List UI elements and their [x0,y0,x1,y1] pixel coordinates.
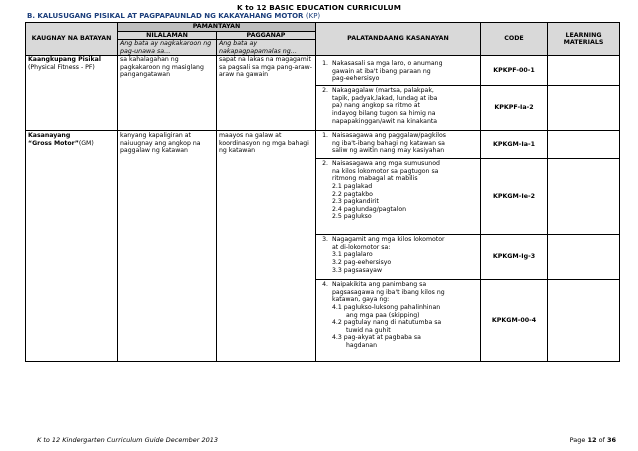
competency-cell [316,280,481,362]
competency-line: 2.5 paglukso [332,213,372,221]
section-title [27,12,320,20]
competency-line: Naipakikita ang panimbang sa [332,281,427,289]
competency-line: 3.2 pag-eehersisyo [332,258,392,266]
page-num: 12 [587,436,597,444]
nilalaman-cell: kanyang kapaligiran at naiuugnay ang angkop na paggalaw ng katawan [118,131,217,362]
competency-text [332,236,478,274]
competency-cell [316,86,481,131]
pagganap-cell: sapat na lakas na magagamit sa pagsali sa mga pang-araw-araw na gawain [217,56,316,131]
competency-line: indayog bilang tugon sa himig na [332,109,436,117]
competency-line: 2.2 pagtakbo [332,190,373,198]
page-of: of [598,436,605,444]
competency-line: pa) nang angkop sa ritmo at [332,102,420,110]
competency-item [318,235,478,275]
learning-materials-cell [548,159,620,235]
competency-line: 2.4 paglundag/pagtalon [332,205,407,213]
header-nilalaman: NILALAMAN [118,31,217,40]
competency-text [332,281,478,349]
code-cell: KPKGM-Ie-2 [481,159,548,235]
competency-number: 1. [322,60,328,68]
competency-line: na kilos lokomotor sa pagtugon sa [332,167,439,175]
section-abbr: (KP) [305,12,321,20]
area-cell [26,56,118,131]
competency-cell [316,56,481,86]
area-title: Kaangkupang Pisikal [28,56,101,64]
competency-number: 3. [322,236,328,244]
document-title: K to 12 BASIC EDUCATION CURRICULUM [237,3,401,12]
competency-line: Nakagagalaw (martsa, palakpak, [332,87,434,95]
competency-line: 2.1 paglakad [332,182,373,190]
learning-materials-cell [548,235,620,280]
competency-number: 2. [322,87,328,95]
pagganap-cell: maayos na galaw at koordinasyon ng mga bahagi ng katawan [217,131,316,362]
nilalaman-cell: sa kahalagahan ng pagkakaroon ng masiglang pangangatawan [118,56,217,131]
competency-cell [316,159,481,235]
competency-line: pagsasagawa ng iba't ibang kilos ng [332,288,445,296]
learning-materials-cell [548,131,620,159]
header-kaugnay: KAUGNAY NA BATAYAN [26,23,118,56]
code-cell: KPKPF-Ia-2 [481,86,548,131]
competency-line: ng iba't-ibang bahagi ng katawan sa [332,139,445,147]
header-learning-materials: LEARNING MATERIALS [548,23,620,56]
competency-text [332,160,478,221]
footer-guide-title: K to 12 Kindergarten Curriculum Guide December 2013 [37,436,219,444]
competency-line: 2.3 pagkandirit [332,198,379,206]
competency-text [332,132,478,155]
competency-item [318,159,478,222]
competency-line: 4.3 pag-akyat at pagbaba sa [332,334,421,342]
competency-line: ritmong mabagal at mabilis [332,175,418,183]
curriculum-table [25,22,620,362]
competency-line: Nakasasali sa mga laro, o anumang [332,60,443,68]
competency-line: 3.1 paglalaro [332,251,373,259]
competency-item [318,280,478,350]
header-pamantayan: PAMANTAYAN [118,23,316,32]
code-cell: KPKGM-Ia-1 [481,131,548,159]
header-nilalaman-desc: Ang bata ay nagkakaroon ng pag-unawa sa… [118,40,217,56]
competency-item [318,59,478,84]
code-cell: KPKPF-00-1 [481,56,548,86]
code-cell: KPKGM-00-4 [481,280,548,362]
area-subtitle-rest: (GM) [78,139,94,147]
competency-cell [316,235,481,280]
learning-materials-cell [548,56,620,86]
competency-item [318,131,478,156]
section-title-text: B. KALUSUGANG PISIKAL AT PAGPAPAUNLAD NG KAKAYAHANG MOTOR [27,12,304,20]
header-pagganap-desc: Ang bata ay nakapagpapamalas ng… [217,40,316,56]
footer-page-number [570,436,616,444]
table-row [26,131,620,159]
area-subtitle-bold: “Gross Motor” [28,139,79,147]
competency-line: at di-lokomotor sa: [332,243,391,251]
competency-line: ang mga paa (skipping) [346,311,420,319]
competency-line: katawan, gaya ng: [332,296,390,304]
competency-line: 4.2 pagtulay nang di natutumba sa [332,319,442,327]
competency-text [332,60,478,83]
area-subtitle: (Physical Fitness - PF) [28,63,95,71]
competency-line: napapakinggan/awit na kinakanta [332,117,438,125]
competency-line: 4.1 paglukso-luksong pahalinhinan [332,303,441,311]
competency-number: 2. [322,160,328,168]
header-palatandaan: PALATANDAANG KASANAYAN [316,23,481,56]
header-code: CODE [481,23,548,56]
competency-number: 1. [322,132,328,140]
page-total: 36 [606,436,616,444]
competency-line: tapik, padyak,lakad, lundag at iba [332,94,438,102]
competency-line: hagdanan [346,341,377,349]
competency-line: gawain at iba't ibang paraan ng [332,67,431,75]
competency-line: Naisasagawa ang mga sumusunod [332,160,440,168]
competency-number: 4. [322,281,328,289]
header-pagganap: PAGGANAP [217,31,316,40]
competency-text [332,87,478,125]
competency-line: tuwid na guhit [346,326,391,334]
competency-line: saliw ng awitin nang may kasiyahan [332,147,445,155]
learning-materials-cell [548,86,620,131]
code-cell: KPKGM-Ig-3 [481,235,548,280]
area-cell [26,131,118,362]
area-subtitle [28,140,115,148]
competency-item [318,86,478,126]
page-prefix: Page [569,436,586,444]
competency-line: pag-eehersisyo [332,75,380,83]
competency-line: Naisasagawa ang paggalaw/pagkilos [332,132,447,140]
competency-cell [316,131,481,159]
table-row [26,56,620,86]
competency-line: Nagagamit ang mga kilos lokomotor [332,236,445,244]
competency-line: 3.3 pagsasayaw [332,266,382,274]
learning-materials-cell [548,280,620,362]
area-title: Kasanayang [28,132,71,140]
